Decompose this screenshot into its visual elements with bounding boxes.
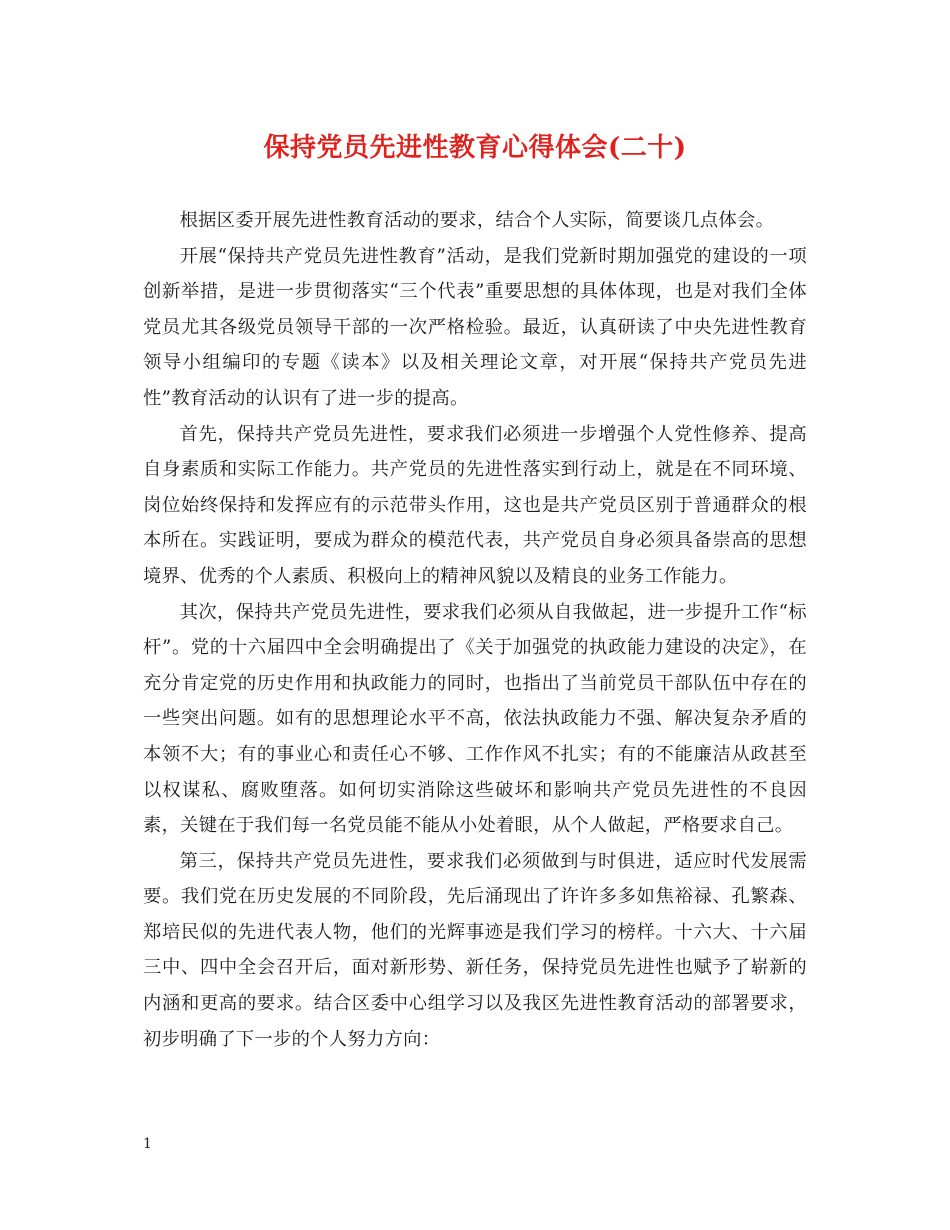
paragraph: 根据区委开展先进性教育活动的要求，结合个人实际，简要谈几点体会。 [179,210,775,231]
paragraph: 开展“保持共产党员先进性教育”活动，是我们党新时期加强党的建设的一项创新举措，是进一步贯彻落实“三个代表”重要思想的具体体现，也是对我们全体党员尤其各级党员领导干部的一次严格检验。最近，认真研读了中央先进性教育领导小组编印的专题《读本》以及相关理论文章，对开展“保持共产党员先进性”教育活动的认识有了进一步的提高。 [143,245,807,409]
document-body [143,203,807,1057]
paragraph: 其次，保持共产党员先进性，要求我们必须从自我做起，进一步提升工作“标杆”。党的十六届四中全会明确提出了《关于加强党的执政能力建设的决定》，在充分肯定党的历史作用和执政能力的同时，也指出了当前党员干部队伍中存在的一些突出问题。如有的思想理论水平不高，依法执政能力不强、解决复杂矛盾的本领不大；有的事业心和责任心不够、工作作风不扎实；有的不能廉洁从政甚至以权谋私、腐败堕落。如何切实消除这些破坏和影响共产党员先进性的不良因素，关键在于我们每一名党员能不能从小处着眼，从个人做起，严格要求自己。 [143,601,807,837]
paragraph: 首先，保持共产党员先进性，要求我们必须进一步增强个人党性修养、提高自身素质和实际工作能力。共产党员的先进性落实到行动上，就是在不同环境、岗位始终保持和发挥应有的示范带头作用，这也是共产党员区别于普通群众的根本所在。实践证明，要成为群众的模范代表，共产党员自身必须具备崇高的思想境界、优秀的个人素质、积极向上的精神风貌以及精良的业务工作能力。 [143,423,807,587]
page-number: 1 [143,1136,152,1152]
paragraph: 第三，保持共产党员先进性，要求我们必须做到与时俱进，适应时代发展需要。我们党在历史发展的不同阶段，先后涌现出了许许多多如焦裕禄、孔繁森、郑培民似的先进代表人物，他们的光辉事迹是我们学习的榜样。十六大、十六届三中、四中全会召开后，面对新形势、新任务，保持党员先进性也赋予了崭新的内涵和更高的要求。结合区委中心组学习以及我区先进性教育活动的部署要求，初步明确了下一步的个人努力方向： [143,850,807,1050]
document-title: 保持党员先进性教育心得体会(二十) [263,133,687,163]
